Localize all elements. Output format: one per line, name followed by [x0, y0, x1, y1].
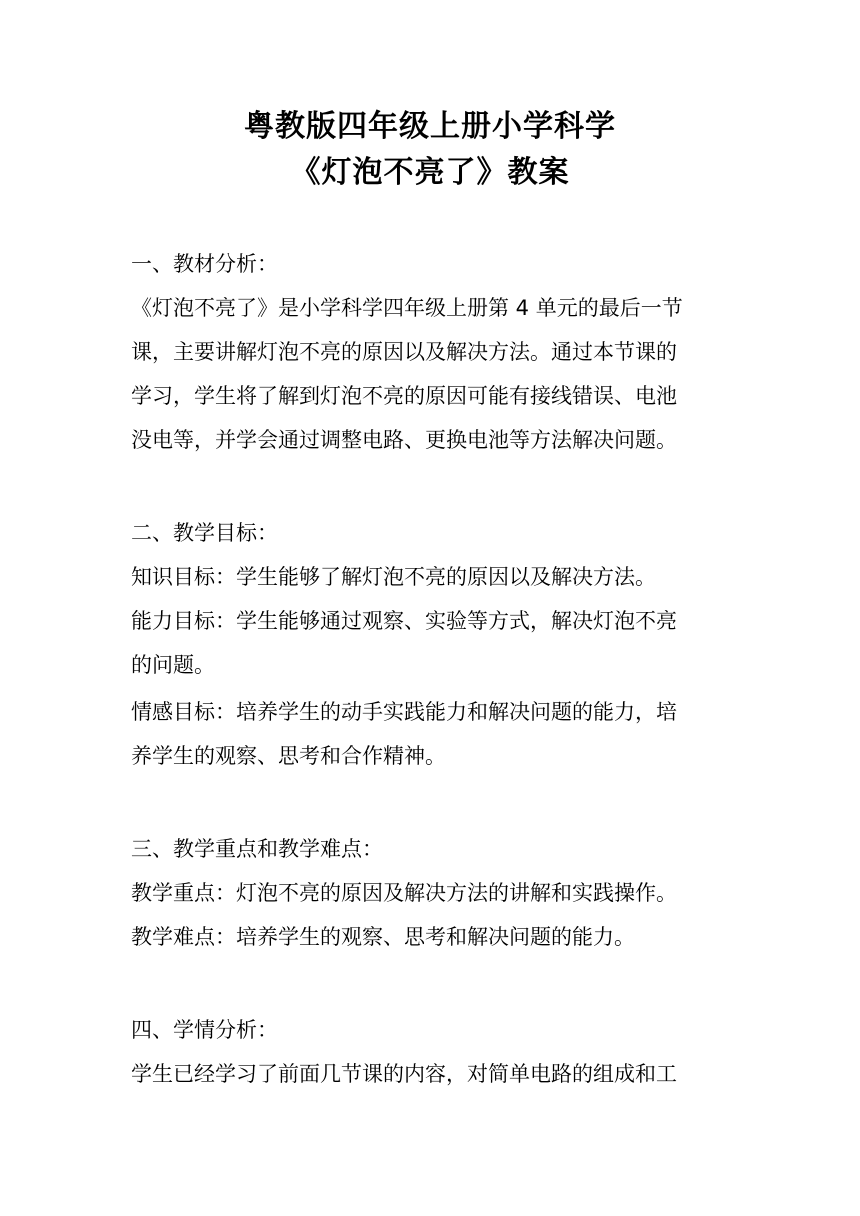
paragraph-line: 的问题。: [131, 653, 215, 677]
document-title-line-1: 粤教版四年级上册小学科学: [244, 109, 616, 144]
paragraph-line: 没电等，并学会通过调整电路、更换电池等方法解决问题。: [131, 428, 677, 452]
paragraph-line: 学生已经学习了前面几节课的内容，对简单电路的组成和工: [131, 1062, 677, 1086]
paragraph-line: 教学难点：培养学生的观察、思考和解决问题的能力。: [131, 925, 635, 949]
section-heading-key-difficult-points: 三、教学重点和教学难点：: [131, 837, 383, 861]
section-heading-student-analysis: 四、学情分析：: [131, 1018, 278, 1042]
paragraph-line: 教学重点：灯泡不亮的原因及解决方法的讲解和实践操作。: [131, 881, 677, 905]
paragraph-line: 情感目标：培养学生的动手实践能力和解决问题的能力，培: [131, 700, 677, 724]
paragraph-line: 学习，学生将了解到灯泡不亮的原因可能有接线错误、电池: [131, 384, 677, 408]
document-title-line-2: 《灯泡不亮了》教案: [290, 155, 570, 190]
paragraph-line: 课，主要讲解灯泡不亮的原因以及解决方法。通过本节课的: [131, 340, 677, 364]
section-heading-teaching-objectives: 二、教学目标：: [131, 521, 278, 545]
section-heading-textbook-analysis: 一、教材分析：: [131, 252, 278, 276]
paragraph-line: 养学生的观察、思考和合作精神。: [131, 744, 446, 768]
paragraph-line: 知识目标：学生能够了解灯泡不亮的原因以及解决方法。: [131, 565, 656, 589]
paragraph-line: 《灯泡不亮了》是小学科学四年级上册第 4 单元的最后一节: [131, 296, 683, 320]
paragraph-line: 能力目标：学生能够通过观察、实验等方式，解决灯泡不亮: [131, 609, 677, 633]
